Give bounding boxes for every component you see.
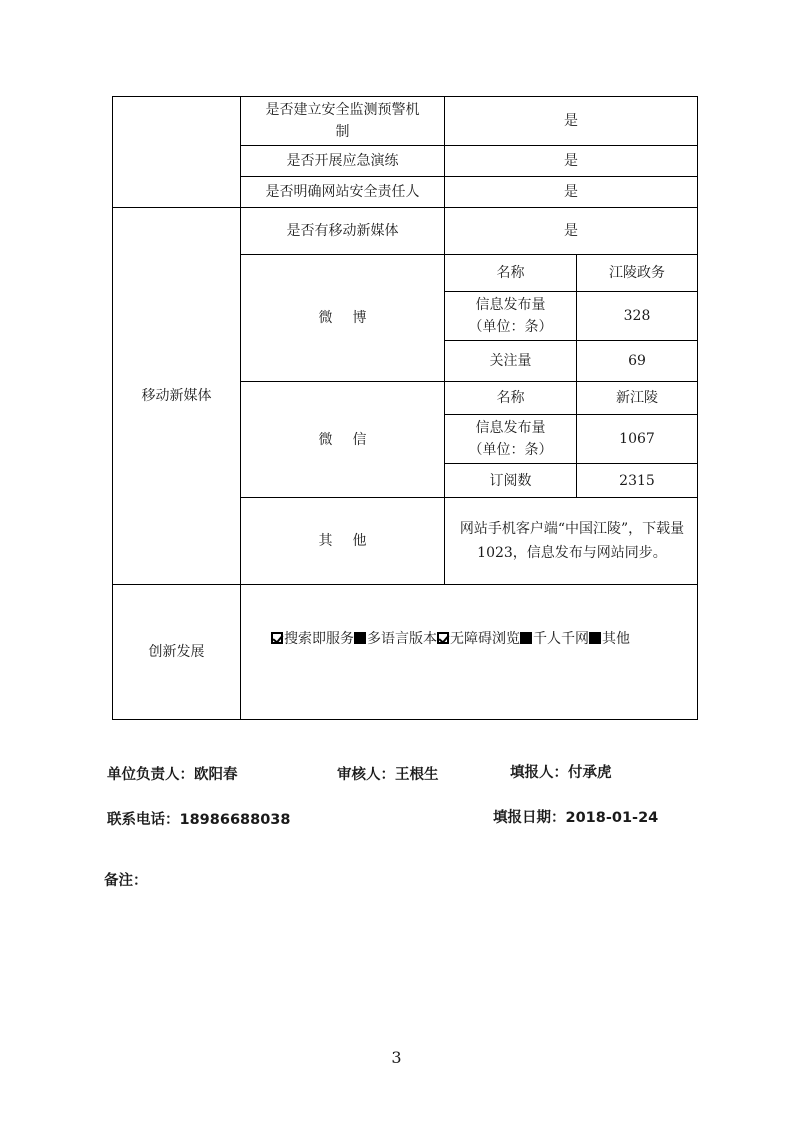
security-section-cell	[113, 97, 241, 208]
unchecked-checkbox-icon[interactable]	[354, 632, 366, 644]
mobile-media-section-label: 移动新媒体	[113, 208, 241, 585]
monitoring-value: 是	[445, 97, 698, 146]
other-label-b: 他	[352, 533, 367, 549]
remarks: 备注：	[104, 873, 148, 889]
weibo-label-b: 博	[352, 310, 367, 326]
checked-checkbox-icon[interactable]	[437, 632, 449, 644]
wechat-name-label: 名称	[445, 382, 577, 415]
wechat-label-a: 微	[318, 431, 333, 448]
reviewer: 审核人：王根生	[337, 767, 439, 783]
weibo-posts-label-line2: （单位：条）	[468, 319, 553, 335]
innovation-option-other[interactable]: 其他	[589, 631, 630, 647]
weibo-label-a: 微	[318, 310, 333, 326]
checked-checkbox-icon[interactable]	[271, 632, 283, 644]
page-number: 3	[391, 1048, 402, 1067]
innovation-option-search[interactable]: 搜索即服务	[271, 631, 354, 647]
innovation-section-label: 创新发展	[113, 585, 241, 720]
weibo-name-value: 江陵政务	[577, 255, 698, 292]
filler: 填报人：付承虎	[510, 765, 612, 781]
weibo-followers-label: 关注量	[445, 341, 577, 382]
weibo-followers-value: 69	[577, 341, 698, 382]
wechat-subscribers-value: 2315	[577, 464, 698, 498]
drill-value: 是	[445, 146, 698, 177]
has-mobile-media-label: 是否有移动新媒体	[241, 208, 445, 255]
drill-label: 是否开展应急演练	[241, 146, 445, 177]
wechat-name-value: 新江陵	[577, 382, 698, 415]
wechat-posts-label-line2: （单位：条）	[468, 442, 553, 458]
unchecked-checkbox-icon[interactable]	[589, 632, 601, 644]
wechat-label	[241, 382, 445, 498]
wechat-label-b: 信	[352, 431, 367, 448]
weibo-posts-label	[445, 292, 577, 341]
unit-head: 单位负责人：欧阳春	[107, 767, 238, 783]
innovation-option-accessibility[interactable]: 无障碍浏览	[437, 631, 520, 647]
report-table	[112, 96, 698, 720]
monitoring-label: 是否建立安全监测预警机制	[241, 97, 445, 146]
wechat-posts-label	[445, 415, 577, 464]
wechat-posts-label-line1: 信息发布量	[475, 420, 546, 436]
contact-phone: 联系电话：18986688038	[107, 812, 291, 828]
wechat-posts-value: 1067	[577, 415, 698, 464]
responsible-label: 是否明确网站安全责任人	[241, 177, 445, 208]
other-label-a: 其	[318, 533, 333, 549]
unchecked-checkbox-icon[interactable]	[520, 632, 532, 644]
innovation-option-personalized[interactable]: 千人千网	[520, 631, 589, 647]
wechat-subscribers-label: 订阅数	[445, 464, 577, 498]
weibo-label	[241, 255, 445, 382]
responsible-value: 是	[445, 177, 698, 208]
innovation-option-multilang[interactable]: 多语言版本	[354, 631, 437, 647]
innovation-options	[241, 585, 698, 720]
other-label	[241, 498, 445, 585]
fill-date: 填报日期：2018-01-24	[493, 810, 659, 826]
weibo-name-label: 名称	[445, 255, 577, 292]
has-mobile-media-value: 是	[445, 208, 698, 255]
weibo-posts-value: 328	[577, 292, 698, 341]
other-text: 网站手机客户端“中国江陵”，下载量1023，信息发布与网站同步。	[445, 498, 698, 585]
weibo-posts-label-line1: 信息发布量	[475, 297, 546, 313]
